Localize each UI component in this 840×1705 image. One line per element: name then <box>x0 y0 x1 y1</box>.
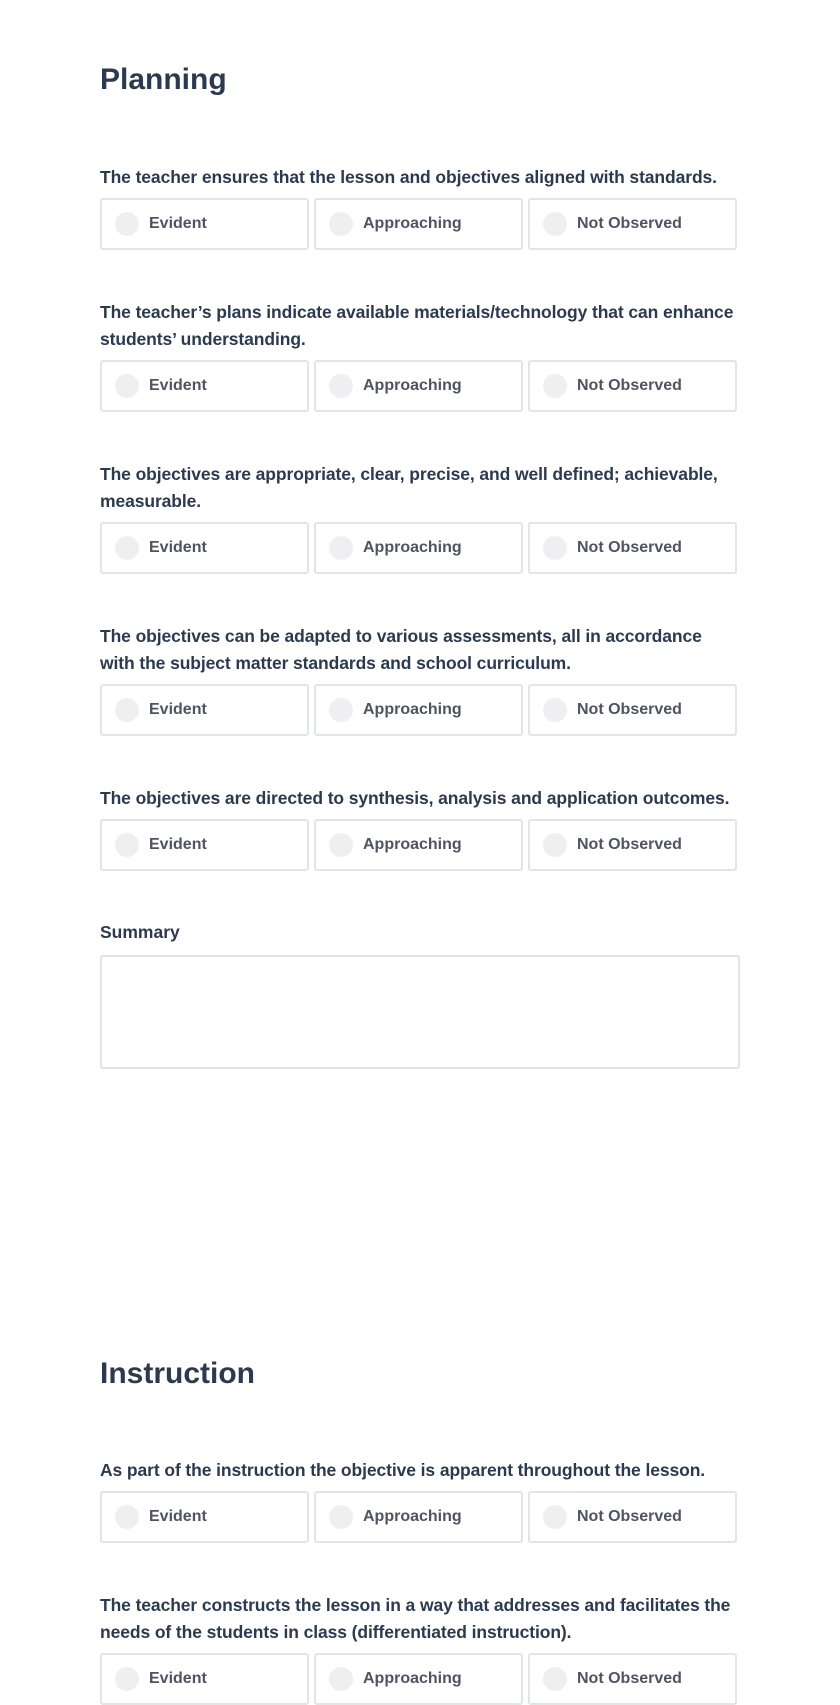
option-label: Evident <box>149 701 207 718</box>
radio-group <box>100 198 740 250</box>
option-label: Not Observed <box>577 836 682 853</box>
radio-button[interactable] <box>115 536 139 560</box>
option-evident[interactable] <box>100 684 309 736</box>
question-text: The objectives are directed to synthesis, analysis and application outcomes. <box>100 788 730 808</box>
option-not-observed[interactable] <box>528 1653 737 1705</box>
option-evident[interactable] <box>100 360 309 412</box>
radio-button[interactable] <box>115 698 139 722</box>
option-label: Approaching <box>363 701 462 718</box>
radio-button[interactable] <box>329 536 353 560</box>
option-label: Not Observed <box>577 1670 682 1687</box>
radio-group <box>100 819 740 871</box>
option-not-observed[interactable] <box>528 819 737 871</box>
summary-block <box>100 919 740 1069</box>
option-label: Approaching <box>363 1670 462 1687</box>
option-label: Not Observed <box>577 701 682 718</box>
option-evident[interactable] <box>100 1653 309 1705</box>
option-label: Evident <box>149 1508 207 1525</box>
summary-textarea[interactable] <box>100 955 740 1069</box>
option-evident[interactable] <box>100 819 309 871</box>
question-text: The objectives can be adapted to various assessments, all in accordance with the subject matter standards and school curriculum. <box>100 626 702 673</box>
option-label: Not Observed <box>577 215 682 232</box>
radio-button[interactable] <box>329 1505 353 1529</box>
option-label: Approaching <box>363 836 462 853</box>
option-approaching[interactable] <box>314 198 523 250</box>
radio-group <box>100 684 740 736</box>
section-title-instruction: Instruction <box>100 1357 255 1390</box>
radio-button[interactable] <box>543 374 567 398</box>
option-label: Evident <box>149 836 207 853</box>
option-approaching[interactable] <box>314 1491 523 1543</box>
instruction-section <box>100 1356 740 1392</box>
summary-label: Summary <box>100 922 180 942</box>
question-planning-5 <box>100 785 740 871</box>
question-planning-3 <box>100 461 740 574</box>
radio-button[interactable] <box>543 212 567 236</box>
radio-button[interactable] <box>543 698 567 722</box>
section-title-planning: Planning <box>100 63 227 96</box>
option-label: Evident <box>149 377 207 394</box>
option-label: Evident <box>149 215 207 232</box>
question-instruction-1 <box>100 1457 740 1543</box>
radio-button[interactable] <box>329 698 353 722</box>
option-label: Not Observed <box>577 377 682 394</box>
option-approaching[interactable] <box>314 1653 523 1705</box>
planning-section <box>100 62 740 98</box>
radio-button[interactable] <box>543 536 567 560</box>
option-label: Approaching <box>363 539 462 556</box>
radio-button[interactable] <box>115 212 139 236</box>
option-not-observed[interactable] <box>528 522 737 574</box>
option-not-observed[interactable] <box>528 1491 737 1543</box>
question-text: As part of the instruction the objective is apparent throughout the lesson. <box>100 1460 706 1480</box>
option-label: Approaching <box>363 1508 462 1525</box>
option-evident[interactable] <box>100 198 309 250</box>
radio-button[interactable] <box>115 1667 139 1691</box>
radio-group <box>100 360 740 412</box>
option-label: Approaching <box>363 215 462 232</box>
radio-button[interactable] <box>329 833 353 857</box>
question-instruction-2 <box>100 1592 740 1705</box>
option-label: Not Observed <box>577 1508 682 1525</box>
question-planning-2 <box>100 299 740 412</box>
question-planning-4 <box>100 623 740 736</box>
option-evident[interactable] <box>100 522 309 574</box>
option-approaching[interactable] <box>314 360 523 412</box>
radio-button[interactable] <box>329 374 353 398</box>
option-label: Evident <box>149 539 207 556</box>
option-approaching[interactable] <box>314 684 523 736</box>
option-label: Evident <box>149 1670 207 1687</box>
radio-button[interactable] <box>329 1667 353 1691</box>
radio-button[interactable] <box>329 212 353 236</box>
question-planning-1 <box>100 164 740 250</box>
radio-button[interactable] <box>115 1505 139 1529</box>
option-approaching[interactable] <box>314 819 523 871</box>
radio-group <box>100 1653 740 1705</box>
radio-button[interactable] <box>115 374 139 398</box>
question-text: The teacher ensures that the lesson and objectives aligned with standards. <box>100 167 717 187</box>
radio-button[interactable] <box>543 1505 567 1529</box>
question-text: The teacher’s plans indicate available materials/technology that can enhance students’ understanding. <box>100 302 734 349</box>
radio-button[interactable] <box>543 1667 567 1691</box>
option-label: Approaching <box>363 377 462 394</box>
radio-group <box>100 522 740 574</box>
option-label: Not Observed <box>577 539 682 556</box>
option-not-observed[interactable] <box>528 684 737 736</box>
option-approaching[interactable] <box>314 522 523 574</box>
question-text: The objectives are appropriate, clear, precise, and well defined; achievable, measurable. <box>100 464 718 511</box>
radio-button[interactable] <box>543 833 567 857</box>
option-evident[interactable] <box>100 1491 309 1543</box>
option-not-observed[interactable] <box>528 360 737 412</box>
option-not-observed[interactable] <box>528 198 737 250</box>
radio-button[interactable] <box>115 833 139 857</box>
radio-group <box>100 1491 740 1543</box>
question-text: The teacher constructs the lesson in a way that addresses and facilitates the needs of the students in class (differentiated instruction). <box>100 1595 731 1642</box>
